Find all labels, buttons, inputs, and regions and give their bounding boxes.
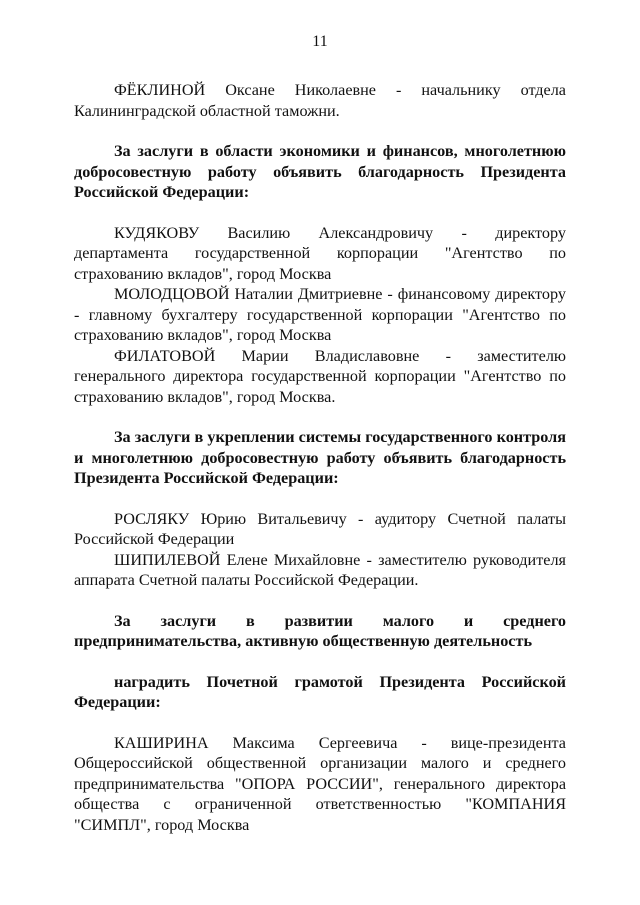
section-heading-economy-finance: За заслуги в области экономики и финансов, многолетнюю добросовестную работу объявить благодарность Президента Российской Федерации: (74, 142, 566, 201)
award-entry-shipileva: ШИПИЛЕВОЙ Елене Михайловне - заместителю руководителя аппарата Счетной палаты Российской Федерации. (74, 550, 566, 589)
award-entry-kudyakov: КУДЯКОВУ Василию Александровичу - директору департамента государственной корпорации "Агентство по страхованию вкладов", город Москва (74, 223, 566, 283)
document-body (74, 80, 566, 835)
page-number: 11 (312, 33, 328, 50)
award-entry-kashirin: КАШИРИНА Максима Сергеевича - вице-президента Общероссийской общественной организации малого и среднего предпринимательства "ОПОРА РОССИИ", генерального директора общества с ограниченной ответственностью "КОМПАНИЯ "СИМПЛ", город Москва (74, 733, 566, 834)
award-entry-roslyak: РОСЛЯКУ Юрию Витальевичу - аудитору Счетной палаты Российской Федерации (74, 509, 566, 548)
section-heading-small-business: За заслуги в развитии малого и среднего предпринимательства, активную общественную деятельность (74, 611, 566, 650)
award-entry-filatova: ФИЛАТОВОЙ Марии Владиславовне - заместителю генерального директора государственной корпорации "Агентство по страхованию вкладов", город Москва. (74, 346, 566, 406)
award-entry-molodtsova: МОЛОДЦОВОЙ Наталии Дмитриевне - финансовому директору - главному бухгалтеру государственной корпорации "Агентство по страхованию вкладов", город Москва (74, 285, 566, 344)
section-heading-state-control: За заслуги в укреплении системы государственного контроля и многолетнюю добросовестную работу объявить благодарность Президента Российской Федерации: (74, 428, 566, 487)
award-entry-feklina: ФЁКЛИНОЙ Оксане Николаевне - начальнику отдела Калининградской областной таможни. (74, 81, 566, 120)
section-heading-certificate-award: наградить Почетной грамотой Президента Российской Федерации: (74, 672, 566, 711)
